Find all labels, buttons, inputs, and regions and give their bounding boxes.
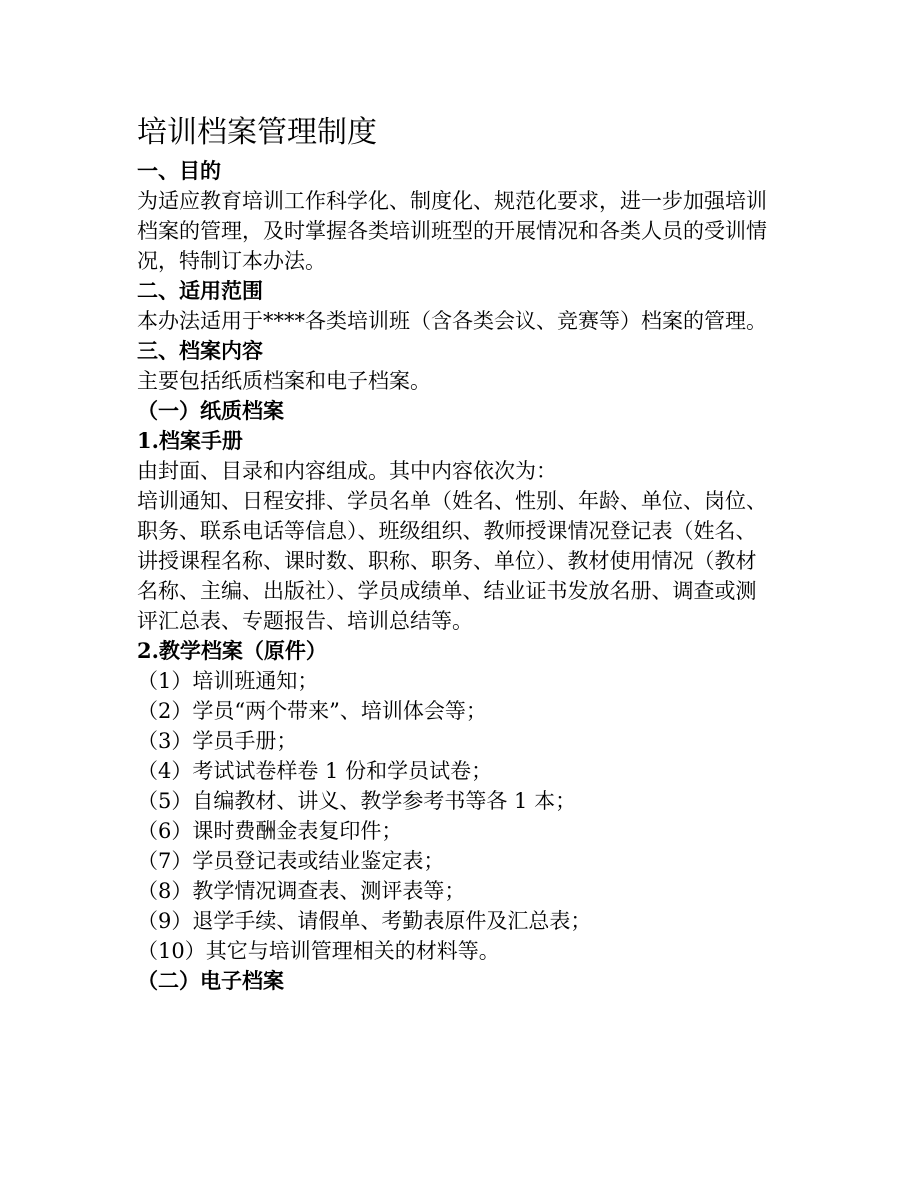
list-item: （9）退学手续、请假单、考勤表原件及汇总表； xyxy=(137,909,592,933)
list-item: （3）学员手册； xyxy=(137,729,298,753)
manual-content-text: 培训通知、日程安排、学员名单（姓名、性别、年龄、单位、岗位、职务、联系电话等信息）、班级组织、教师授课情况登记表（姓名、讲授课程名称、课时数、职称、职务、单位）、教材使用情况（教材名称、主编、出版社）、学员成绩单、结业证书发放名册、调查或测评汇总表、专题报告、培训总结等。 xyxy=(137,489,767,633)
section-text-purpose: 为适应教育培训工作科学化、制度化、规范化要求，进一步加强培训档案的管理，及时掌握各类培训班型的开展情况和各类人员的受训情况，特制订本办法。 xyxy=(137,189,767,273)
manual-intro-text: 由封面、目录和内容组成。其中内容依次为： xyxy=(137,459,557,483)
document-title: 培训档案管理制度 xyxy=(137,115,377,150)
subsection-heading-paper: （一）纸质档案 xyxy=(137,398,284,423)
list-item: （5）自编教材、讲义、教学参考书等各 1 本； xyxy=(137,789,577,813)
list-item: （4）考试试卷样卷 1 份和学员试卷； xyxy=(137,759,493,783)
section-text-scope: 本办法适用于****各类培训班（含各类会议、竞赛等）档案的管理。 xyxy=(137,309,767,333)
document-page xyxy=(137,112,777,996)
section-heading-contents: 三、档案内容 xyxy=(137,338,263,363)
list-item: （10）其它与培训管理相关的材料等。 xyxy=(137,939,500,963)
list-item: （6）课时费酬金表复印件； xyxy=(137,819,403,843)
subsection-heading-electronic: （二）电子档案 xyxy=(137,968,284,993)
list-item: （1）培训班通知； xyxy=(137,669,319,693)
section-heading-purpose: 一、目的 xyxy=(137,158,221,183)
section-heading-scope: 二、适用范围 xyxy=(137,278,263,303)
heading-teaching-archive: 2.教学档案（原件） xyxy=(137,638,327,663)
list-item: （7）学员登记表或结业鉴定表； xyxy=(137,849,445,873)
section-text-contents: 主要包括纸质档案和电子档案。 xyxy=(137,369,431,393)
list-item: （2）学员“两个带来”、培训体会等； xyxy=(137,699,487,723)
list-item: （8）教学情况调查表、测评表等； xyxy=(137,879,466,903)
heading-archive-manual: 1.档案手册 xyxy=(137,428,243,453)
